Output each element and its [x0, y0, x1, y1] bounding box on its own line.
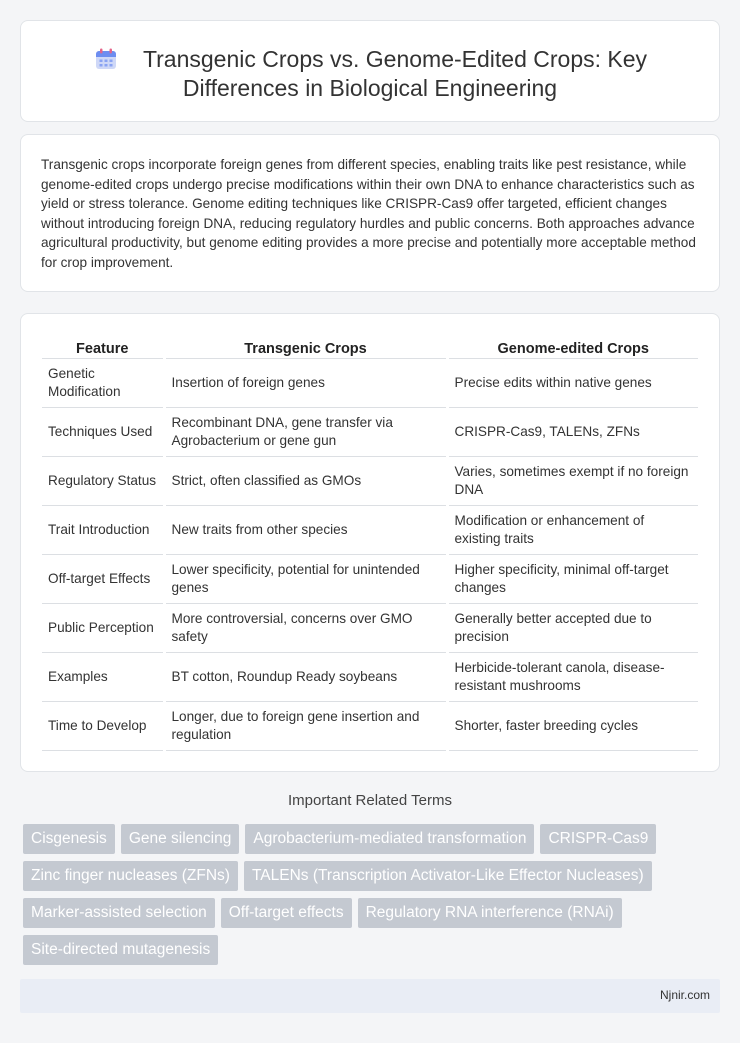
page-title-line-2: Differences in Biological Engineering — [182, 75, 558, 101]
genome-edited-cell: Herbicide-tolerant canola, disease-resistant mushrooms — [447, 652, 698, 701]
transgenic-cell: Longer, due to foreign gene insertion and regulation — [164, 701, 447, 750]
transgenic-cell: Strict, often classified as GMOs — [164, 456, 447, 505]
summary-text: Transgenic crops incorporate foreign genes from different species, enabling traits like pest resistance, while genome-edited crops undergo precise modifications within their own DNA to enhance characteristics such as yield or stress tolerance. Genome editing techniques like CRISPR-Cas9 offer targeted, efficient changes without introducing foreign DNA, reducing regulatory hurdles and public concerns. Both approaches advance agricultural productivity, but genome editing provides a more precise and potentially more acceptable method for crop improvement. — [41, 157, 696, 270]
transgenic-cell: More controversial, concerns over GMO safety — [164, 603, 447, 652]
genome-edited-cell: Shorter, faster breeding cycles — [447, 701, 698, 750]
title-card — [20, 20, 720, 122]
table-row — [42, 358, 698, 407]
feature-cell: Examples — [42, 652, 164, 701]
term-tag[interactable]: Site-directed mutagenesis — [23, 935, 218, 965]
term-tag[interactable]: Regulatory RNA interference (RNAi) — [358, 898, 622, 928]
feature-cell: Genetic Modification — [42, 358, 164, 407]
genome-edited-cell: Precise edits within native genes — [447, 358, 698, 407]
related-terms-list — [23, 824, 703, 965]
feature-cell: Off-target Effects — [42, 554, 164, 603]
genome-edited-cell: CRISPR-Cas9, TALENs, ZFNs — [447, 407, 698, 456]
related-terms-heading: Important Related Terms — [288, 792, 452, 809]
term-tag[interactable]: CRISPR-Cas9 — [540, 824, 656, 854]
header-feature: Feature — [42, 333, 164, 358]
genome-edited-cell: Modification or enhancement of existing traits — [447, 505, 698, 554]
page-title-line-1: Transgenic Crops vs. Genome-Edited Crops: Key — [142, 46, 648, 72]
header-genome-edited: Genome-edited Crops — [447, 333, 698, 358]
feature-cell: Time to Develop — [42, 701, 164, 750]
comparison-table — [42, 333, 698, 751]
table-row — [42, 456, 698, 505]
comparison-table-card — [20, 313, 720, 772]
table-row — [42, 505, 698, 554]
term-tag[interactable]: TALENs (Transcription Activator-Like Effector Nucleases) — [244, 861, 652, 891]
footer — [20, 979, 720, 1013]
term-tag[interactable]: Marker-assisted selection — [23, 898, 215, 928]
genome-edited-cell: Varies, sometimes exempt if no foreign DNA — [447, 456, 698, 505]
term-tag[interactable]: Cisgenesis — [23, 824, 115, 854]
table-row — [42, 554, 698, 603]
term-tag[interactable]: Zinc finger nucleases (ZFNs) — [23, 861, 238, 891]
table-row — [42, 701, 698, 750]
transgenic-cell: BT cotton, Roundup Ready soybeans — [164, 652, 447, 701]
genome-edited-cell: Higher specificity, minimal off-target changes — [447, 554, 698, 603]
transgenic-cell: Recombinant DNA, gene transfer via Agrobacterium or gene gun — [164, 407, 447, 456]
table-row — [42, 407, 698, 456]
table-row — [42, 603, 698, 652]
transgenic-cell: Lower specificity, potential for unintended genes — [164, 554, 447, 603]
transgenic-cell: Insertion of foreign genes — [164, 358, 447, 407]
term-tag[interactable]: Off-target effects — [221, 898, 352, 928]
genome-edited-cell: Generally better accepted due to precision — [447, 603, 698, 652]
transgenic-cell: New traits from other species — [164, 505, 447, 554]
footer-site-link[interactable]: Njnir.com — [659, 988, 710, 1002]
table-row — [42, 652, 698, 701]
term-tag[interactable]: Gene silencing — [121, 824, 240, 854]
header-transgenic: Transgenic Crops — [164, 333, 447, 358]
feature-cell: Public Perception — [42, 603, 164, 652]
page-title — [21, 45, 719, 103]
term-tag[interactable]: Agrobacterium-mediated transformation — [245, 824, 534, 854]
feature-cell: Techniques Used — [42, 407, 164, 456]
feature-cell: Regulatory Status — [42, 456, 164, 505]
table-header-row — [42, 333, 698, 358]
summary-card — [20, 134, 720, 292]
feature-cell: Trait Introduction — [42, 505, 164, 554]
